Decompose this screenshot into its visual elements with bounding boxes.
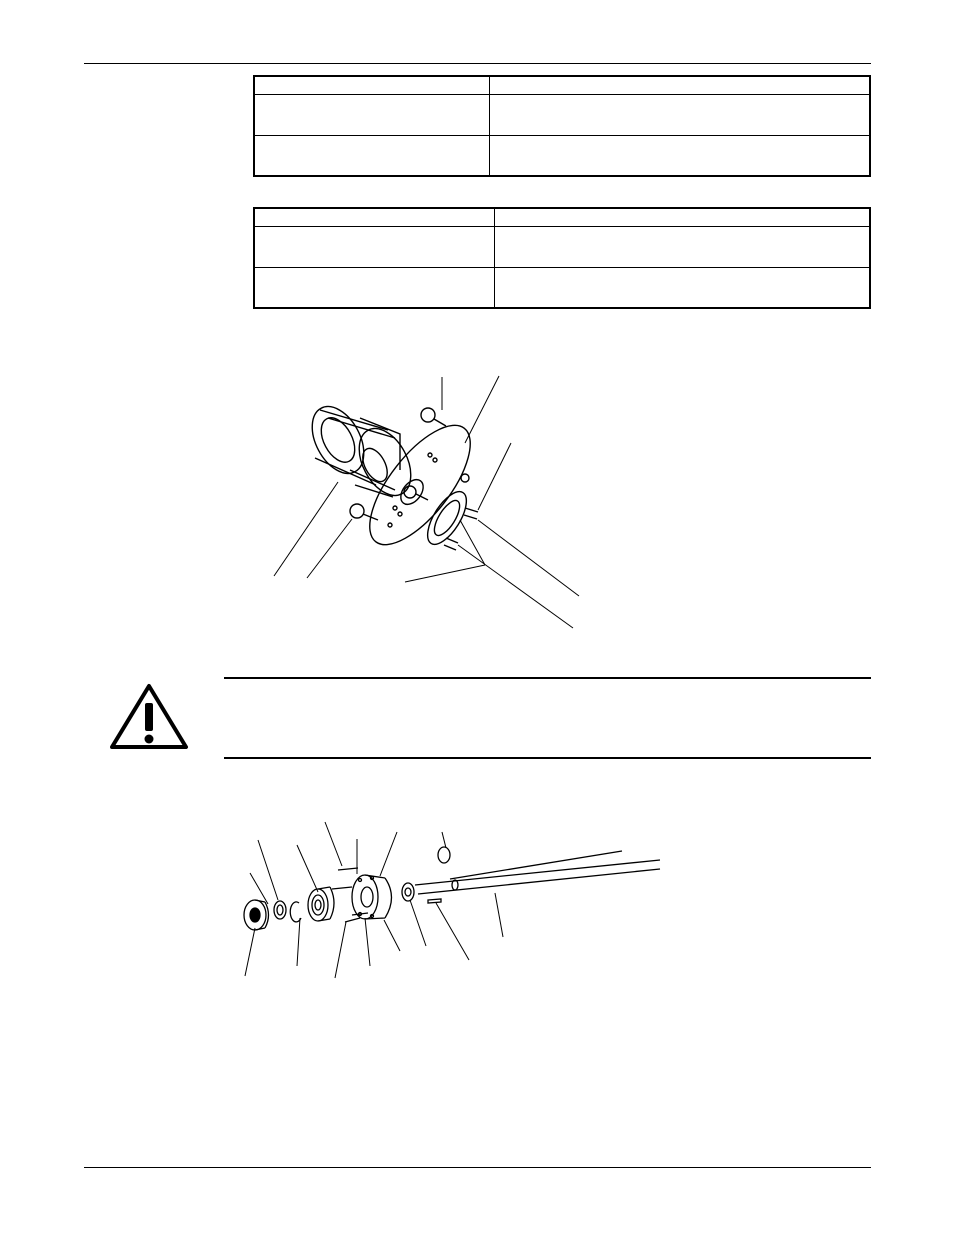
figure1-leader-lines	[274, 376, 579, 628]
retaining-ring	[438, 847, 450, 863]
washer-small	[274, 901, 286, 919]
bearing	[308, 887, 334, 921]
snap-ring-1	[290, 902, 301, 922]
warning-triangle-icon	[109, 683, 189, 750]
seal-flange	[420, 486, 474, 551]
hub-housing	[352, 875, 392, 919]
mounting-plate	[352, 410, 488, 560]
hub-bolts	[332, 868, 368, 922]
eyebolt-top	[421, 408, 446, 426]
shaft-assembly-figure	[0, 800, 954, 1000]
warning-bottom-rule	[224, 757, 871, 759]
end-cap	[244, 900, 269, 930]
footer-rule	[84, 1167, 871, 1168]
shaft-key	[428, 899, 441, 903]
spacer-washer	[402, 883, 414, 901]
figure2-leader-lines	[245, 822, 503, 978]
shaft	[415, 851, 660, 894]
warning-top-rule	[224, 677, 871, 679]
